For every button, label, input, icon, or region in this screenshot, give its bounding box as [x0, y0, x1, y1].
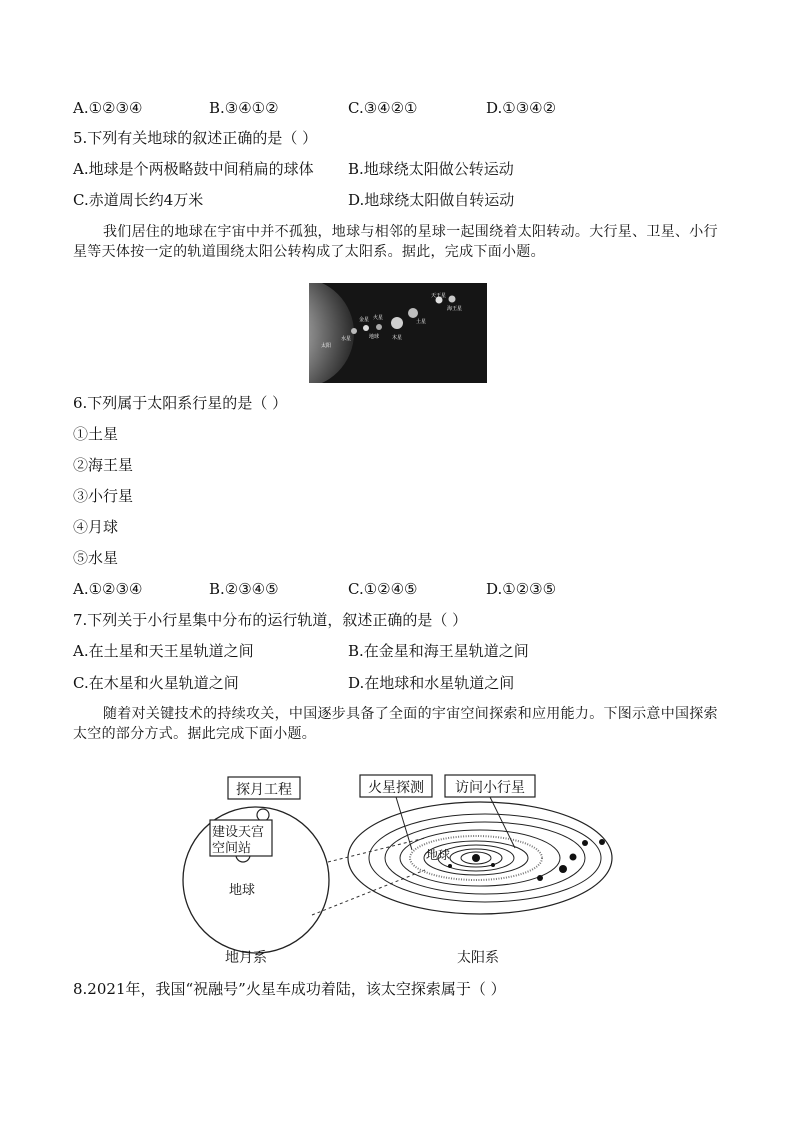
- q6-item-4: ④月球: [73, 518, 119, 536]
- q5-option-d: D.地球绕太阳做自转运动: [348, 191, 515, 209]
- label-venus: 金星: [359, 317, 370, 323]
- q6-option-c: C.①②④⑤: [348, 580, 418, 598]
- q6-option-b: B.②③④⑤: [209, 580, 279, 598]
- asteroid-visit-label: 访问小行星: [455, 780, 525, 796]
- q6-stem: 6.下列属于太阳系行星的是（ ）: [73, 394, 288, 412]
- label-jupiter: 木星: [392, 335, 403, 341]
- label-uranus: 天王星: [431, 293, 447, 299]
- label-sun: 太阳: [321, 343, 332, 349]
- space-station-label-2: 空间站: [212, 841, 252, 856]
- q4-option-a: A.①②③④: [73, 99, 143, 117]
- label-neptune: 海王星: [447, 306, 463, 312]
- q7-option-c: C.在木星和火星轨道之间: [73, 674, 239, 692]
- q5-option-c: C.赤道周长约4万米: [73, 191, 204, 209]
- q7-option-d: D.在地球和水星轨道之间: [348, 674, 515, 692]
- label-mercury: 水星: [341, 336, 352, 342]
- moon-project-label: 探月工程: [236, 782, 292, 798]
- q5-option-b: B.地球绕太阳做公转运动: [348, 160, 514, 178]
- q5-stem: 5.下列有关地球的叙述正确的是（ ）: [73, 129, 318, 147]
- label-mars: 火星: [373, 315, 384, 321]
- q8-stem: 8.2021年，我国“祝融号”火星车成功着陆，该太空探索属于（ ）: [73, 980, 506, 998]
- caption-solar-system: 太阳系: [457, 950, 499, 966]
- q6-item-5: ⑤水星: [73, 549, 119, 567]
- q6-item-1: ①土星: [73, 425, 119, 443]
- q7-stem: 7.下列关于小行星集中分布的运行轨道，叙述正确的是（ ）: [73, 611, 468, 629]
- label-earth: 地球: [369, 334, 380, 340]
- q5-option-a: A.地球是个两极略鼓中间稍扁的球体: [73, 160, 314, 178]
- space-station-label-1: 建设天宫: [212, 825, 265, 840]
- caption-earth-moon-system: 地月系: [225, 950, 267, 966]
- passage-solar-system: 我们居住的地球在宇宙中并不孤独，地球与相邻的星球一起围绕着太阳转动。大行星、卫星、小行星等天体按一定的轨道围绕太阳公转构成了太阳系。据此，完成下面小题。: [73, 224, 718, 260]
- moon-shape: [257, 809, 269, 821]
- space-exploration-diagram: [180, 770, 620, 970]
- q6-item-2: ②海王星: [73, 456, 134, 474]
- mars-exploration-label: 火星探测: [368, 780, 424, 796]
- q4-option-c: C.③④②①: [348, 99, 418, 117]
- q6-option-d: D.①②③⑤: [486, 580, 557, 598]
- passage-space-exploration: 随着对关键技术的持续攻关，中国逐步具备了全面的宇宙空间探索和应用能力。下图示意中国探索太空的部分方式。据此完成下面小题。: [73, 706, 718, 742]
- q7-option-a: A.在土星和天王星轨道之间: [73, 642, 254, 660]
- solar-earth-label: 地球: [426, 848, 451, 862]
- q4-option-b: B.③④①②: [209, 99, 279, 117]
- earth-label: 地球: [228, 883, 256, 898]
- solar-system-image: [309, 283, 487, 383]
- q4-option-d: D.①③④②: [486, 99, 557, 117]
- sun-shape: [472, 854, 480, 862]
- q6-option-a: A.①②③④: [73, 580, 143, 598]
- label-saturn: 土星: [416, 319, 427, 325]
- solar-system-photo: [309, 283, 487, 383]
- q6-item-3: ③小行星: [73, 487, 134, 505]
- q7-option-b: B.在金星和海王星轨道之间: [348, 642, 529, 660]
